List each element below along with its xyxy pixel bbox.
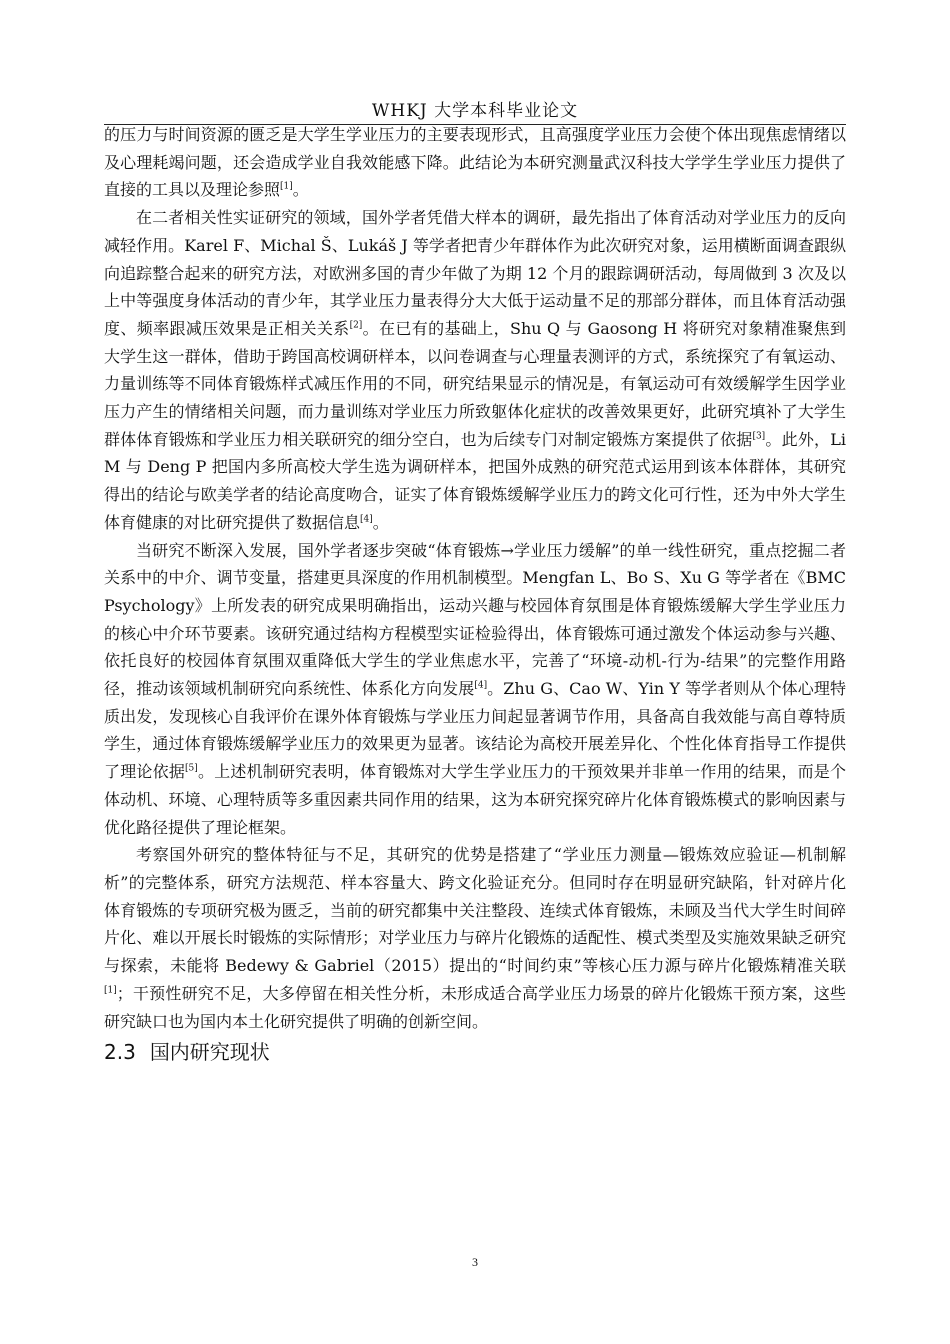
paragraph-text: 。此外，Li M 与 Deng P 把国内多所高校大学生选为调研样本，把国外成熟的研究范式运用到该本体群体，其研究得出的结论与欧美学者的结论高度吻合，证实了体育锻炼缓解学业压力的跨文化可行性，还为中外大学生体育健康的对比研究提供了数据信息 [104,429,846,532]
paragraph-text: 。 [292,180,309,200]
section-title: 国内研究现状 [149,1040,270,1065]
citation-marker: [3] [752,431,766,442]
paragraph-text: 考察国外研究的整体特征与不足，其研究的优势是搭建了“学业压力测量—锻炼效应验证—机制解析”的完整体系，研究方法规范、样本容量大、跨文化验证充分。但同时存在明显研究缺陷，针对碎片化体育锻炼的专项研究极为匮乏，当前的研究都集中关注整段、连续式体育锻炼，未顾及当代大学生时间碎片化、难以开展长时锻炼的实际情形；对学业压力与碎片化锻炼的适配性、模式类型及实施效果缺乏研究与探索，未能将 Bedewy & Gabriel（2015）提出的“时间约束”等核心压力源与碎片化锻炼精准关联 [104,845,846,976]
paragraph-container [104,121,846,1035]
paragraph-text: 。在已有的基础上，Shu Q 与 Gaosong H 将研究对象精准聚焦到大学生这一群体，借助于跨国高校调研样本，以问卷调查与心理量表测评的方式，系统探究了有氧运动、力量训练等不同体育锻炼样式减压作用的不同，研究结果显示的情况是，有氧运动可有效缓解学生因学业压力产生的情绪相关问题，而力量训练对学业压力所致躯体化症状的改善效果更好，此研究填补了大学生群体体育锻炼和学业压力相关联研究的细分空白，也为后续专门对制定锻炼方案提供了依据 [104,318,846,449]
page-number: 3 [472,1255,478,1269]
paragraph-text: 的压力与时间资源的匮乏是大学生学业压力的主要表现形式，且高强度学业压力会使个体出现焦虑情绪以及心理耗竭问题，还会造成学业自我效能感下降。此结论为本研究测量武汉科技大学学生学业压力提供了直接的工具以及理论参照 [104,125,846,200]
body-paragraph [104,121,846,204]
section-number: 2.3 [104,1040,136,1065]
citation-marker: [2] [349,320,363,331]
paragraph-text: 。 [372,512,389,532]
citation-marker: [5] [185,763,198,774]
body-paragraph [104,204,846,536]
citation-marker: [1] [280,182,293,193]
paragraph-text: ；干预性研究不足，大多停留在相关性分析，未形成适合高学业压力场景的碎片化锻炼干预方案，这些研究缺口也为国内本土化研究提供了明确的创新空间。 [104,983,846,1031]
body-paragraph [104,537,846,842]
section-heading [104,1038,846,1066]
body-content [104,121,846,1066]
citation-marker: [4] [474,680,488,691]
paragraph-text: 在二者相关性实证研究的领域，国外学者凭借大样本的调研，最先指出了体育活动对学业压力的反向减轻作用。Karel F、Michal Š、Lukáš J 等学者把青少年群体作为此次研究对象，运用横断面调查跟纵向追踪整合起来的研究方法，对欧洲多国的青少年做了为期 12 个月的跟踪调研活动，每周做到 3 次及以上中等强度身体活动的青少年，其学业压力量表得分大大低于运动量不足的那部分群体，而且体育活动强度、频率跟减压效果是正相关关系 [104,208,846,338]
paragraph-text: 。Zhu G、Cao W、Yin Y 等学者则从个体心理特质出发，发现核心自我评价在课外体育锻炼与学业压力间起显著调节作用，具备高自我效能与高自尊特质学生，通过体育锻炼缓解学业压力的效果更为显著。该结论为高校开展差异化、个性化体育指导工作提供了理论依据 [104,679,846,782]
citation-marker: [1] [104,985,117,996]
paragraph-text: 当研究不断深入发展，国外学者逐步突破“体育锻炼→学业压力缓解”的单一线性研究，重点挖掘二者关系中的中介、调节变量，搭建更具深度的作用机制模型。Mengfan L、Bo S、Xu G 等学者在《BMC Psychology》上所发表的研究成果明确指出，运动兴趣与校园体育氛围是体育锻炼缓解大学生学业压力的核心中介环节要素。该研究通过结构方程模型实证检验得出，体育锻炼可通过激发个体运动参与兴趣、依托良好的校园体育氛围双重降低大学生的学业焦虑水平，完善了“环境-动机-行为-结果”的完整作用路径，推动该领域机制研究向系统性、体系化方向发展 [104,540,846,699]
page-header: WHKJ 大学本科毕业论文 [371,101,579,121]
paragraph-text: 。上述机制研究表明，体育锻炼对大学生学业压力的干预效果并非单一作用的结果，而是个体动机、环境、心理特质等多重因素共同作用的结果，这为本研究探究碎片化体育锻炼模式的影响因素与优化路径提供了理论框架。 [104,762,846,837]
body-paragraph [104,841,846,1035]
citation-marker: [4] [360,514,373,525]
